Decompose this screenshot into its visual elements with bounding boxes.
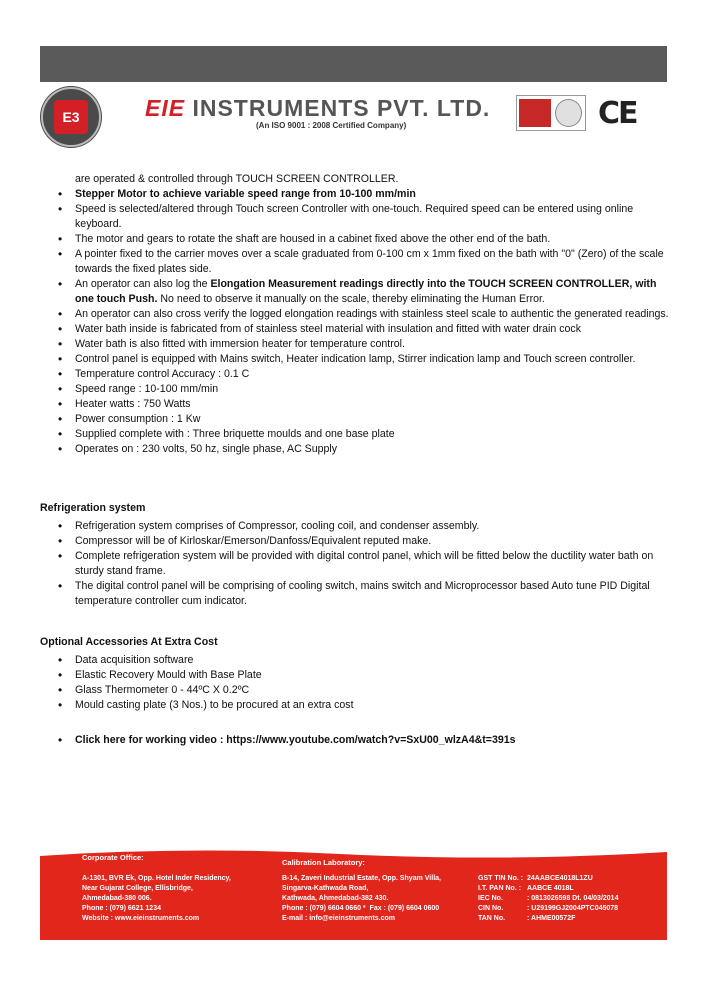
list-item: • Mould casting plate (3 Nos.) to be procured at an extra cost bbox=[75, 698, 670, 713]
list-item: • Control panel is equipped with Mains switch, Heater indication lamp, Stirrer indication lamp and Touch screen controller. bbox=[75, 352, 670, 367]
company-name bbox=[145, 95, 490, 122]
list-item: • Power consumption : 1 Kw bbox=[75, 412, 670, 427]
list-item: • Speed is selected/altered through Touch screen Controller with one-touch. Required speed can be entered using online keyboard. bbox=[75, 202, 670, 232]
footer bbox=[40, 848, 667, 940]
corporate-address: A-1301, BVR Ek, Opp. Hotel Inder Residency, Near Gujarat College, Ellisbridge, Ahmedabad-380 006. Phone : (079) 6621 1234 Website : www.eieinstruments.com bbox=[82, 875, 231, 922]
company-logo bbox=[40, 86, 102, 148]
list-item: • Temperature control Accuracy : 0.1 C bbox=[75, 367, 670, 382]
calibration-address: B-14, Zaveri Industrial Estate, Opp. Shyam Villa, Singarva-Kathwada Road, Kathwada, Ahmedabad-382 430. Phone : (079) 6604 0660 * Fax : (079) 6604 0600 E-mail : info@eieinstruments.com bbox=[282, 875, 441, 922]
list-item: • Heater watts : 750 Watts bbox=[75, 397, 670, 412]
list-item: • Water bath inside is fabricated from of stainless steel material with insulation and fitted with water drain cock bbox=[75, 322, 670, 337]
calibration-title: Calibration Laboratory: bbox=[282, 858, 365, 867]
list-item: • Speed range : 10-100 mm/min bbox=[75, 382, 670, 397]
list-item: • The motor and gears to rotate the shaft are housed in a cabinet fixed above the other end of the bath. bbox=[75, 232, 670, 247]
list-item: • Supplied complete with : Three briquette moulds and one base plate bbox=[75, 427, 670, 442]
video-link[interactable]: • Click here for working video : https://www.youtube.com/watch?v=SxU00_wlzA4&t=391s bbox=[75, 733, 670, 748]
certification-badge bbox=[516, 95, 586, 131]
logo-mark: E3 bbox=[54, 100, 88, 134]
bureau-veritas-icon bbox=[519, 99, 551, 127]
list-item: • A pointer fixed to the carrier moves over a scale graduated from 0-100 cm x 1mm fixed on the bath with "0" (Zero) of the scale towards the fixed plates side. bbox=[75, 247, 670, 277]
list-item: • An operator can also log the Elongation Measurement readings directly into the TOUCH SCREEN CONTROLLER, with one touch Push. No need to observe it manually on the scale, thereby eliminating the Human Error. bbox=[75, 277, 670, 307]
list-item: • Complete refrigeration system will be provided with digital control panel, which will be fitted below the ductility water bath on sturdy stand frame. bbox=[75, 549, 670, 579]
document-body bbox=[40, 172, 670, 748]
accessories-heading: Optional Accessories At Extra Cost bbox=[40, 636, 218, 648]
iso-certification: (An ISO 9001 : 2008 Certified Company) bbox=[256, 121, 407, 130]
video-list bbox=[40, 733, 670, 748]
company-title: INSTRUMENTS PVT. LTD. bbox=[185, 95, 491, 121]
list-item: • Elastic Recovery Mould with Base Plate bbox=[75, 668, 670, 683]
list-item: • Refrigeration system comprises of Compressor, cooling coil, and condenser assembly. bbox=[75, 519, 670, 534]
list-item: • Glass Thermometer 0 - 44ºC X 0.2ºC bbox=[75, 683, 670, 698]
company-prefix: EIE bbox=[145, 95, 186, 121]
list-item: • The digital control panel will be comprising of cooling switch, mains switch and Microprocessor based Auto tune PID Digital temperature controller cum indicator. bbox=[75, 579, 670, 609]
corporate-title: Corporate Office: bbox=[82, 853, 144, 862]
list-item: • An operator can also cross verify the logged elongation readings with stainless steel scale to authentic the generated readings. bbox=[75, 307, 670, 322]
refrigeration-heading: Refrigeration system bbox=[40, 502, 146, 514]
list-item: • Stepper Motor to achieve variable speed range from 10-100 mm/min bbox=[75, 187, 670, 202]
registration-labels: GST TIN No. : I.T. PAN No. : IEC No. CIN No. TAN No. bbox=[478, 875, 524, 922]
list-item: • Compressor will be of Kirloskar/Emerson/Danfoss/Equivalent reputed make. bbox=[75, 534, 670, 549]
header-band bbox=[40, 46, 667, 82]
refrigeration-list bbox=[40, 519, 670, 609]
registration-values: 24AABCE4018L1ZU AABCE 4018L : 0813026598 Dt. 04/03/2014 : U29199GJ2004PTC045078 : AHME00572F bbox=[527, 875, 619, 922]
list-item: • Data acquisition software bbox=[75, 653, 670, 668]
ukas-seal-icon bbox=[555, 99, 582, 127]
ce-mark: CE bbox=[598, 96, 637, 131]
list-item: • Operates on : 230 volts, 50 hz, single phase, AC Supply bbox=[75, 442, 670, 457]
list-item: • Water bath is also fitted with immersion heater for temperature control. bbox=[75, 337, 670, 352]
logo-ring-icon bbox=[40, 86, 102, 148]
continuation-text: are operated & controlled through TOUCH SCREEN CONTROLLER. bbox=[75, 173, 399, 185]
accessories-list bbox=[40, 653, 670, 713]
features-list bbox=[40, 187, 670, 457]
